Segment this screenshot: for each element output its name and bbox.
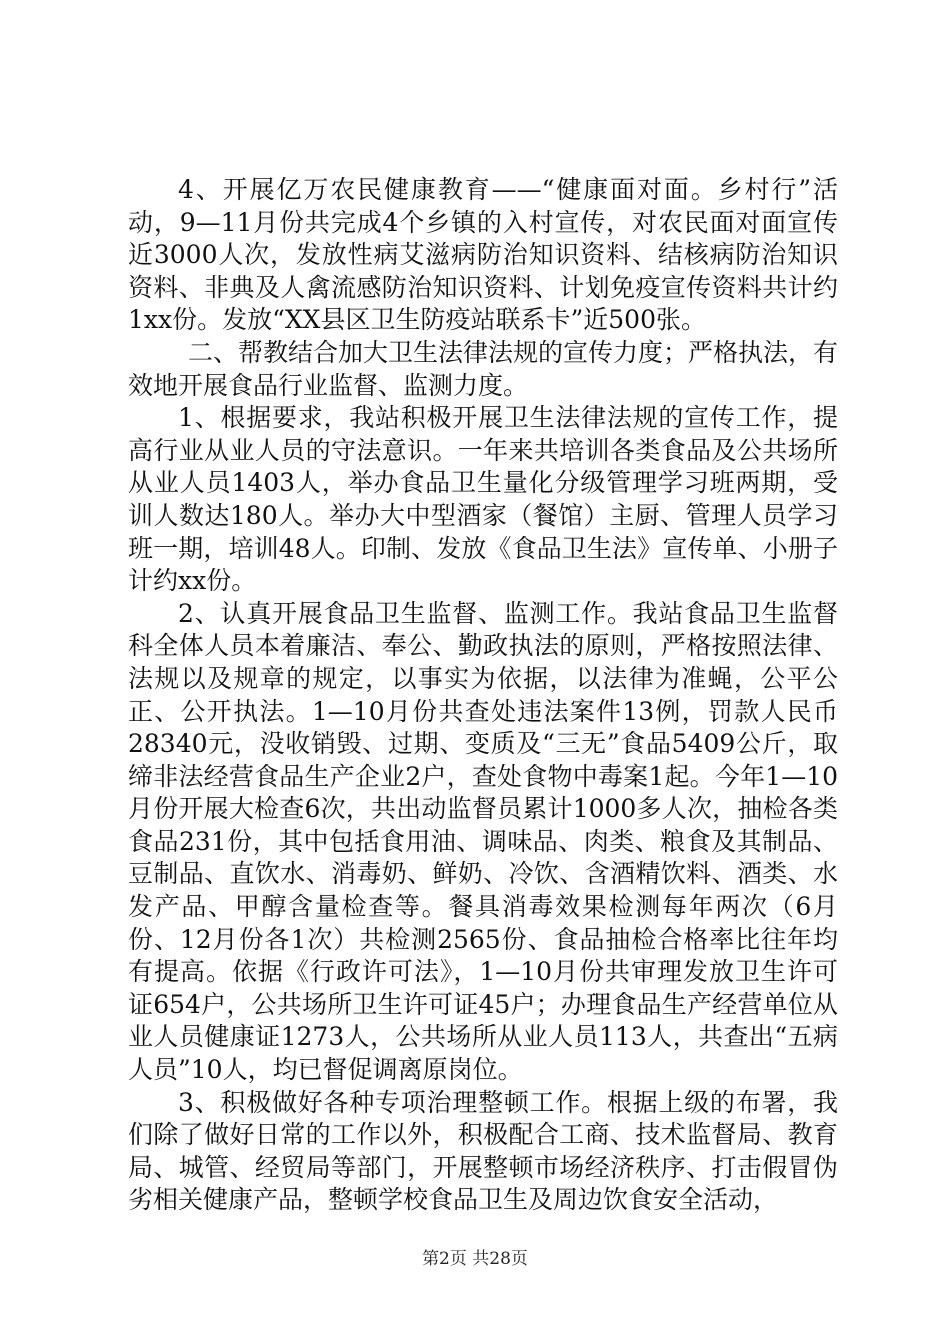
- paragraph-law-publicity: 1、根据要求，我站积极开展卫生法律法规的宣传工作，提高行业从业人员的守法意识。一年来共培训各类食品及公共场所从业人员1403人，举办食品卫生量化分级管理学习班两期，受训人数达180人。举办大中型酒家（餐馆）主厨、管理人员学习班一期，培训48人。印制、发放《食品卫生法》宣传单、小册子计约xx份。: [128, 403, 838, 596]
- document-body: [128, 174, 838, 1217]
- paragraph-health-education: 4、开展亿万农民健康教育——“健康面对面。乡村行”活动，9—11月份共完成4个乡镇的入村宣传，对农民面对面宣传近3000人次，发放性病艾滋病防治知识资料、结核病防治知识资料、非典及人禽流感防治知识资料、计划免疫宣传资料共计约1xx份。发放“XX县区卫生防疫站联系卡”近500张。: [128, 175, 838, 335]
- paragraph-special-rectification: 3、积极做好各种专项治理整顿工作。根据上级的布署，我们除了做好日常的工作以外，积极配合工商、技术监督局、教育局、城管、经贸局等部门，开展整顿市场经济秩序、打击假冒伪劣相关健康产品，整顿学校食品卫生及周边饮食安全活动，: [128, 1087, 838, 1215]
- paragraph-section-heading-law-enforcement: 二、帮教结合加大卫生法律法规的宣传力度；严格执法，有效地开展食品行业监督、监测力度。: [128, 337, 839, 400]
- paragraph-food-hygiene-supervision: 2、认真开展食品卫生监督、监测工作。我站食品卫生监督科全体人员本着廉洁、奉公、勤政执法的原则，严格按照法律、法规以及规章的规定，以事实为依据，以法律为准蝇，公平公正、公开执法。1—10月份共查处违法案件13例，罚款人民币28340元，没收销毁、过期、变质及“三无”食品5409公斤，取缔非法经营食品生产企业2户，查处食物中毒案1起。今年1—10月份开展大检查6次，共出动监督员累计1000多人次，抽检各类食品231份，其中包括食用油、调味品、肉类、粮食及其制品、豆制品、直饮水、消毒奶、鲜奶、冷饮、含酒精饮料、酒类、水发产品、甲醇含量检查等。餐具消毒效果检测每年两次（6月份、12月份各1次）共检测2565份、食品抽检合格率比往年均有提高。依据《行政许可法》，1—10月份共审理发放卫生许可证654户，公共场所卫生许可证45户；办理食品生产经营单位从业人员健康证1273人，公共场所从业人员113人，共查出“五病人员”10人，均已督促调离原岗位。: [128, 598, 838, 1085]
- page-number-footer: 第2页 共28页: [422, 1249, 528, 1269]
